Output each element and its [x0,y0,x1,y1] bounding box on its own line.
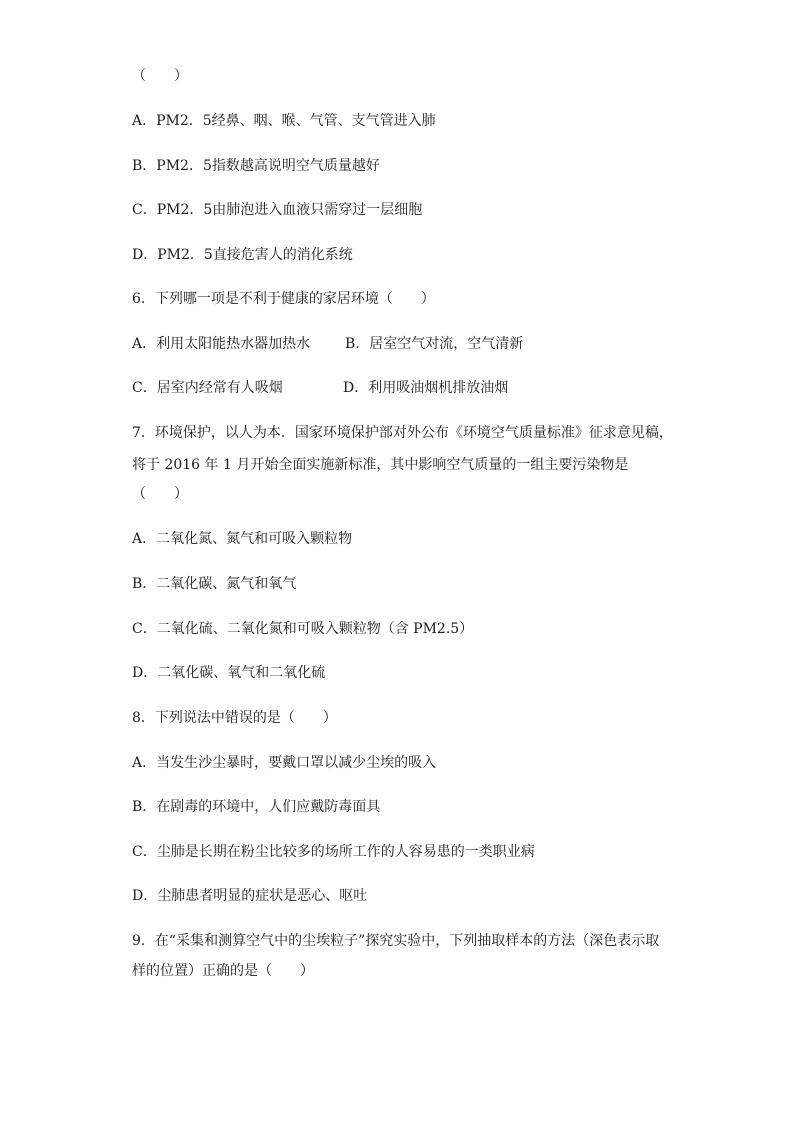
q9-stem-line2: 样的位置）正确的是（ ） [132,963,314,979]
q9-stem-line1: 9．在“采集和测算空气中的尘埃粒子”探究实验中，下列抽取样本的方法（深色表示取 [132,933,660,949]
q7-option-b: B．二氧化碳、氮气和氧气 [132,576,297,592]
q5-option-d: D．PM2．5直接危害人的消化系统 [132,247,353,263]
q5-option-b: B．PM2．5指数越高说明空气质量越好 [132,158,380,174]
q8-option-d: D．尘肺患者明显的症状是恶心、呕吐 [132,888,368,904]
q7-option-a: A．二氧化氮、氮气和可吸入颗粒物 [132,531,353,547]
q6-option-c: C．居室内经常有人吸烟 [132,380,283,396]
q6-option-d: D．利用吸油烟机排放油烟 [343,380,509,396]
q7-stem-line1: 7．环境保护，以人为本．国家环境保护部对外公布《环境空气质量标准》征求意见稿， [132,425,673,441]
q7-stem-line2: 将于 2016 年 1 月开始全面实施新标准，其中影响空气质量的一组主要污染物是 [132,457,629,473]
q5-paren: （ ） [132,68,188,84]
q6-stem: 6．下列哪一项是不利于健康的家居环境（ ） [132,291,435,307]
q6-option-a: A．利用太阳能热水器加热水 [132,336,311,352]
q8-option-b: B．在剧毒的环境中，人们应戴防毒面具 [132,799,381,815]
q8-stem: 8．下列说法中错误的是（ ） [132,710,337,726]
q7-paren: （ ） [132,486,188,502]
q5-option-a: A．PM2．5经鼻、咽、喉、气管、支气管进入肺 [132,113,436,129]
q8-option-a: A．当发生沙尘暴时，要戴口罩以减少尘埃的吸入 [132,755,437,771]
q6-option-b: B．居室空气对流，空气清新 [345,336,524,352]
q8-option-c: C．尘肺是长期在粉尘比较多的场所工作的人容易患的一类职业病 [132,844,535,860]
q7-option-c: C．二氧化硫、二氧化氮和可吸入颗粒物（含 PM2.5） [132,621,474,637]
q7-option-d: D．二氧化碳、氧气和二氧化硫 [132,665,326,681]
q5-option-c: C．PM2．5由肺泡进入血液只需穿过一层细胞 [132,202,423,218]
